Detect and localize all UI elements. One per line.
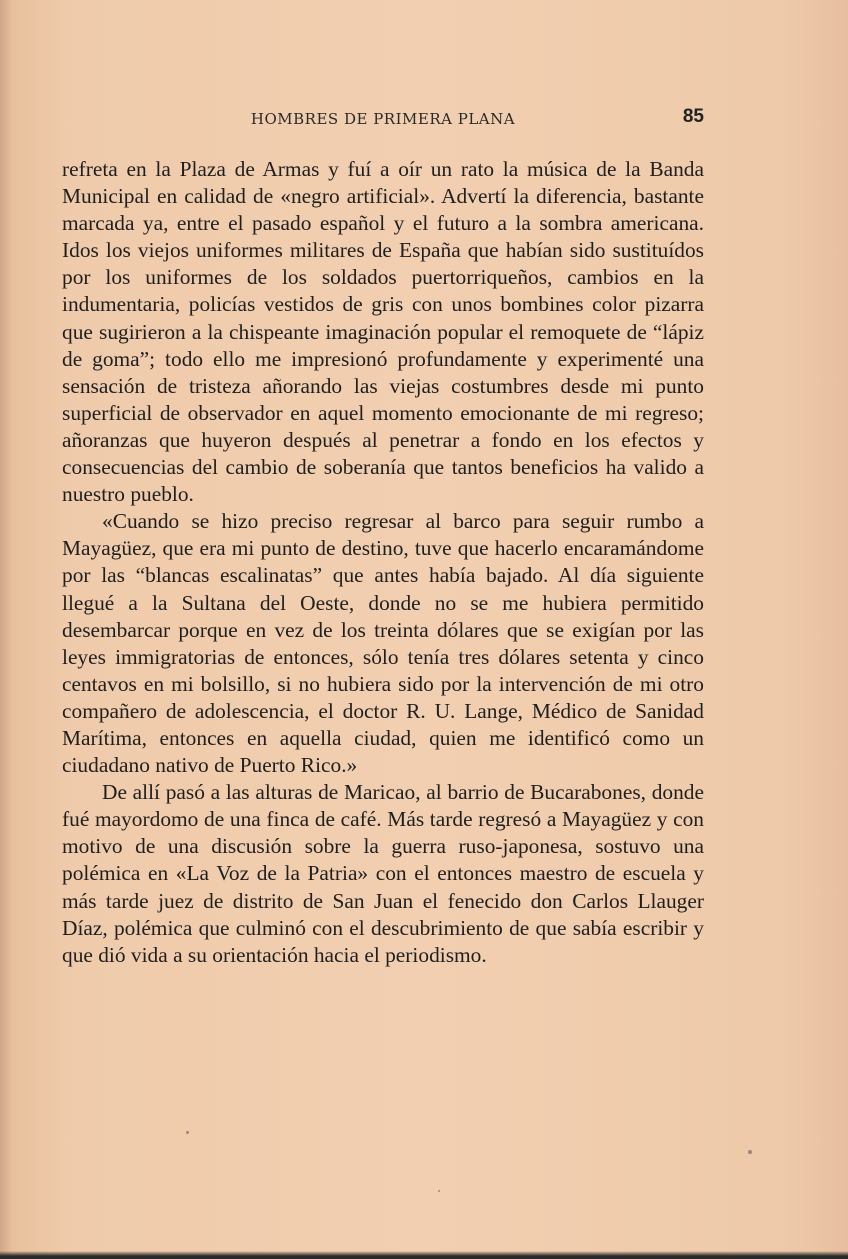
paper-speck [438, 1190, 440, 1192]
paragraph-3: De allí pasó a las alturas de Maricao, al barrio de Bucarabones, donde fué mayordomo de una finca de café. Más tarde regresó a Mayagüez y con motivo de una discusión sobre la guerra ruso-japonesa, sostuvo una polémica en «La Voz de la Patria» con el entonces maestro de escuela y más tarde juez de distrito de San Juan el fenecido don Carlos Llauger Díaz, polémica que culminó con el descubrimiento de que sabía escribir y que dió vida a su orientación hacia el periodismo. [62, 780, 704, 967]
paper-speck [748, 1150, 752, 1154]
paper-speck [186, 1131, 189, 1134]
paragraph-2: «Cuando se hizo preciso regresar al barco para seguir rumbo a Mayagüez, que era mi punto de destino, tuve que hacerlo encaramándome por las “blancas escalinatas” que antes había bajado. Al día siguiente llegué a la Sultana del Oeste, donde no se me hubiera permitido desembarcar porque en vez de los treinta dólares que se exigían por las leyes immigratorias de entonces, sólo tenía tres dólares setenta y cinco centavos en mi bolsillo, si no hubiera sido por la intervención de mi otro compañero de adolescencia, el doctor R. U. Lange, Médico de Sanidad Marítima, entonces en aquella ciudad, quien me identificó como un ciudadano nativo de Puerto Rico.» [62, 509, 704, 778]
body-text [62, 156, 704, 969]
page-header [62, 106, 704, 136]
paragraph-1: refreta en la Plaza de Armas y fuí a oír un rato la música de la Banda Municipal en calidad de «negro artificial». Advertí la diferencia, bastante marcada ya, entre el pasado español y el futuro a la sombra americana. Idos los viejos uniformes militares de España que habían sido sustituídos por los uniformes de los soldados puertorriqueños, cambios en la indumentaria, policías vestidos de gris con unos bombines color pizarra que sugirieron a la chispeante imaginación popular el remoquete de “lápiz de goma”; todo ello me impresionó profundamente y experimenté una sensación de tristeza añorando las viejas costumbres desde mi punto superficial de observador en aquel momento emocionante de mi regreso; añoranzas que huyeron después al penetrar a fondo en los efectos y consecuencias del cambio de soberanía que tantos beneficios ha valido a nuestro pueblo. [62, 157, 704, 507]
page-number: 85 [682, 106, 704, 127]
running-head: HOMBRES DE PRIMERA PLANA [250, 110, 516, 128]
